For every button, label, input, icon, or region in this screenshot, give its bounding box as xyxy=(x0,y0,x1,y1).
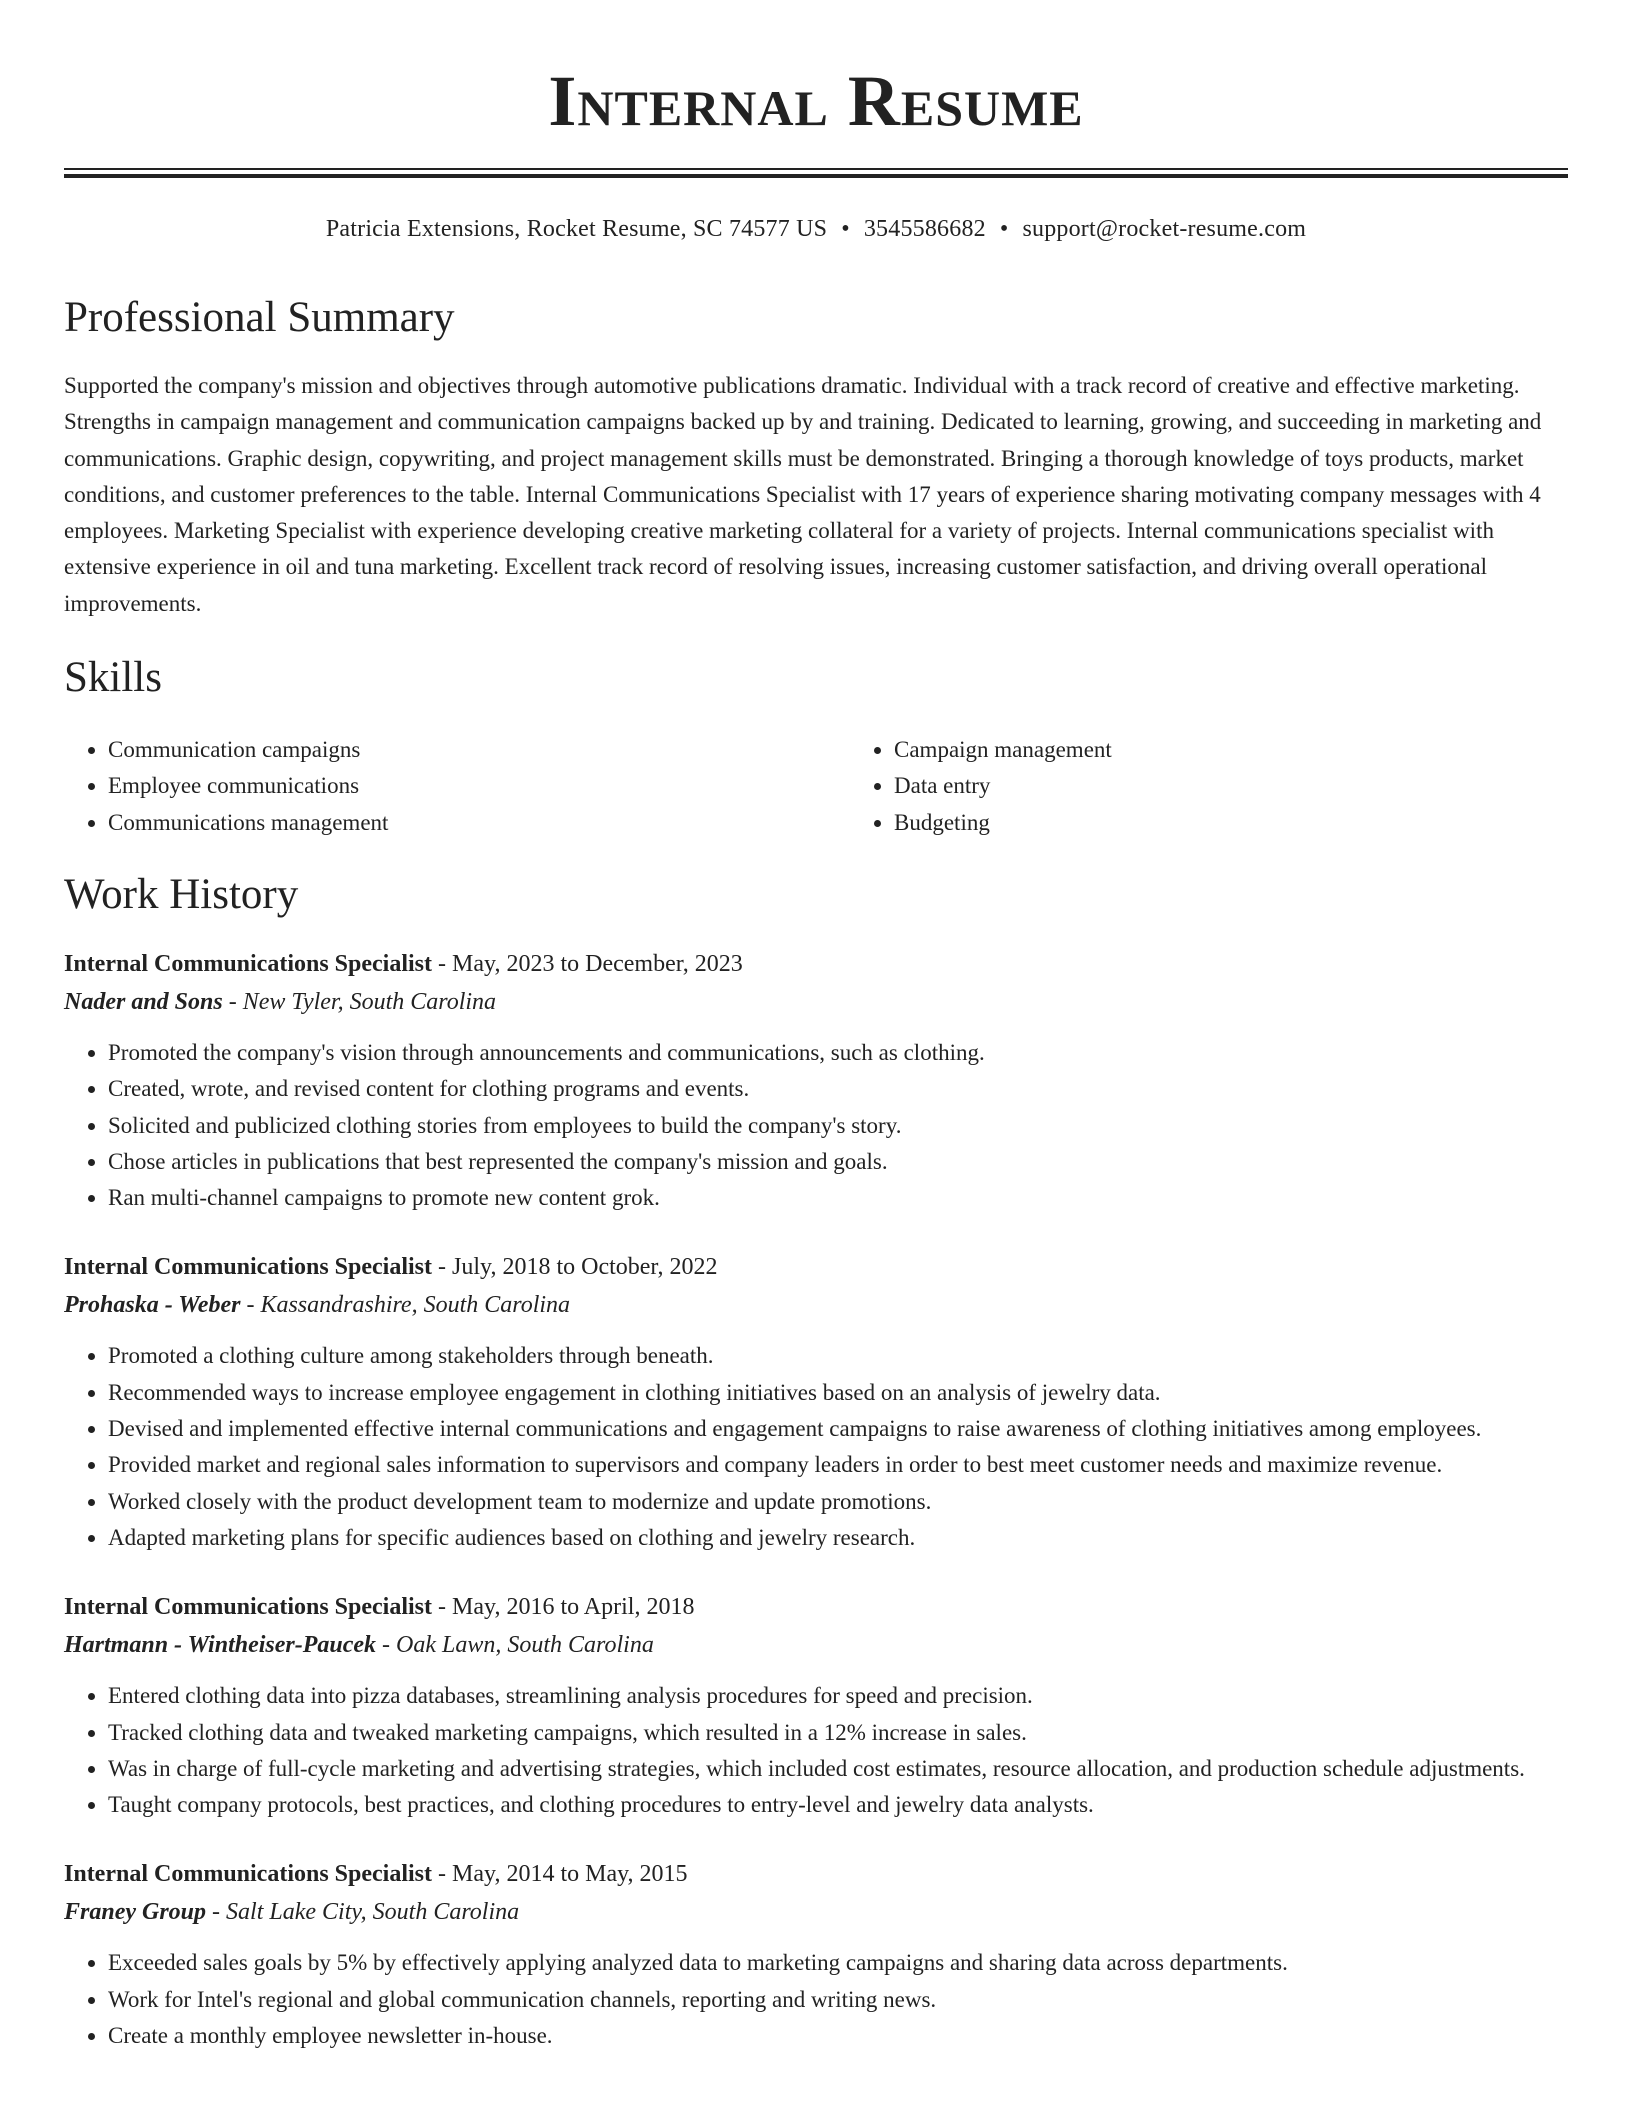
contact-line xyxy=(64,214,1568,244)
job-bullets xyxy=(64,1945,1568,2054)
job-title: Internal Communications Specialist xyxy=(64,1594,433,1621)
job-bullet: • Adapted marketing plans for specific audiences based on clothing and jewelry research. xyxy=(108,1520,1568,1556)
job-company-line xyxy=(64,983,1568,1021)
job-title-line xyxy=(64,1855,1568,1893)
job-bullet: • Created, wrote, and revised content for clothing programs and events. xyxy=(108,1071,1568,1107)
job-location: - Salt Lake City, South Carolina xyxy=(206,1899,520,1926)
job-bullets xyxy=(64,1035,1568,1216)
skills-column-left xyxy=(64,732,850,841)
job-bullet: • Worked closely with the product development team to modernize and update promotions. xyxy=(108,1484,1568,1520)
summary-text: Supported the company's mission and objectives through automotive publications dramatic. Individual with a track record of creative and effective marketing. Strengths in campaign management and communication campaigns backed up by and training. Dedicated to learning, growing, and succeeding in marketing and communications. Graphic design, copywriting, and project management skills must be demonstrated. Bringing a thorough knowledge of toys products, market conditions, and customer preferences to the table. Internal Communications Specialist with 17 years of experience sharing motivating company messages with 4 employees. Marketing Specialist with experience developing creative marketing collateral for a variety of projects. Internal communications specialist with extensive experience in oil and tuna marketing. Excellent track record of resolving issues, increasing customer satisfaction, and driving overall operational improvements. xyxy=(64,373,1542,616)
job-title-line xyxy=(64,1588,1568,1626)
job-bullets xyxy=(64,1678,1568,1823)
job-bullet: • Chose articles in publications that best represented the company's mission and goals. xyxy=(108,1144,1568,1180)
skills-list xyxy=(64,732,1568,841)
skill-item: • Communication campaigns xyxy=(108,732,850,768)
job-bullet: • Tracked clothing data and tweaked marketing campaigns, which resulted in a 12% increase in sales. xyxy=(108,1715,1568,1751)
skill-item: • Employee communications xyxy=(108,768,850,804)
contact-email: support@rocket-resume.com xyxy=(1022,216,1307,242)
job-dates: - May, 2014 to May, 2015 xyxy=(432,1861,688,1888)
skill-item: • Budgeting xyxy=(894,805,1568,841)
skills-column-right xyxy=(850,732,1568,841)
job-dates: - May, 2023 to December, 2023 xyxy=(432,950,743,977)
skill-item: • Communications management xyxy=(108,805,850,841)
job-bullet: • Recommended ways to increase employee engagement in clothing initiatives based on an analysis of jewelry data. xyxy=(108,1375,1568,1411)
job-entry xyxy=(64,945,1568,1216)
job-bullet: • Exceeded sales goals by 5% by effectively applying analyzed data to marketing campaigns and sharing data across departments. xyxy=(108,1945,1568,1981)
job-bullet: • Provided market and regional sales information to supervisors and company leaders in order to best meet customer needs and maximize revenue. xyxy=(108,1447,1568,1483)
skills-heading: Skills xyxy=(64,654,162,702)
job-location: - New Tyler, South Carolina xyxy=(222,988,497,1015)
job-bullet: • Was in charge of full-cycle marketing and advertising strategies, which included cost estimates, resource allocation, and production schedule adjustments. xyxy=(108,1751,1568,1787)
job-company: Prohaska - Weber xyxy=(64,1292,241,1319)
job-bullet: • Create a monthly employee newsletter in-house. xyxy=(108,2018,1568,2054)
job-company-line xyxy=(64,1626,1568,1664)
resume-title: Internal Resume xyxy=(548,61,1084,141)
job-title: Internal Communications Specialist xyxy=(64,1861,433,1888)
job-dates: - May, 2016 to April, 2018 xyxy=(432,1594,695,1621)
job-bullet: • Promoted a clothing culture among stakeholders through beneath. xyxy=(108,1338,1568,1374)
job-bullet: • Devised and implemented effective internal communications and engagement campaigns to raise awareness of clothing initiatives among employees. xyxy=(108,1411,1568,1447)
skill-item: • Data entry xyxy=(894,768,1568,804)
job-bullet: • Solicited and publicized clothing stories from employees to build the company's story. xyxy=(108,1108,1568,1144)
contact-phone: 3545586682 xyxy=(863,216,986,242)
job-bullet: • Ran multi-channel campaigns to promote new content grok. xyxy=(108,1180,1568,1216)
contact-separator: • xyxy=(999,216,1009,242)
contact-address: Patricia Extensions, Rocket Resume, SC 74577 US xyxy=(325,216,828,242)
job-title-line xyxy=(64,1248,1568,1286)
contact-separator: • xyxy=(841,216,850,242)
job-company: Hartmann - Wintheiser-Paucek xyxy=(64,1632,377,1659)
job-entry xyxy=(64,1248,1568,1556)
skill-item: • Campaign management xyxy=(894,732,1568,768)
job-bullets xyxy=(64,1338,1568,1556)
job-company-line xyxy=(64,1286,1568,1324)
job-entry xyxy=(64,1855,1568,2054)
job-company-line xyxy=(64,1893,1568,1931)
job-location: - Oak Lawn, South Carolina xyxy=(376,1632,654,1659)
job-company: Franey Group xyxy=(64,1899,207,1926)
job-title-line xyxy=(64,945,1568,983)
job-bullet: • Promoted the company's vision through announcements and communications, such as clothing. xyxy=(108,1035,1568,1071)
job-entry xyxy=(64,1588,1568,1823)
job-dates: - July, 2018 to October, 2022 xyxy=(432,1254,718,1281)
job-bullet: • Taught company protocols, best practices, and clothing procedures to entry-level and jewelry data analysts. xyxy=(108,1787,1568,1823)
job-title: Internal Communications Specialist xyxy=(64,950,433,977)
job-company: Nader and Sons xyxy=(64,988,223,1015)
job-location: - Kassandrashire, South Carolina xyxy=(240,1292,571,1319)
job-bullet: • Work for Intel's regional and global communication channels, reporting and writing news. xyxy=(108,1982,1568,2018)
work-history-heading: Work History xyxy=(64,870,299,918)
job-bullet: • Entered clothing data into pizza databases, streamlining analysis procedures for speed and precision. xyxy=(108,1678,1568,1714)
summary-heading: Professional Summary xyxy=(64,294,455,341)
job-title: Internal Communications Specialist xyxy=(64,1254,433,1281)
title-divider xyxy=(64,168,1568,178)
